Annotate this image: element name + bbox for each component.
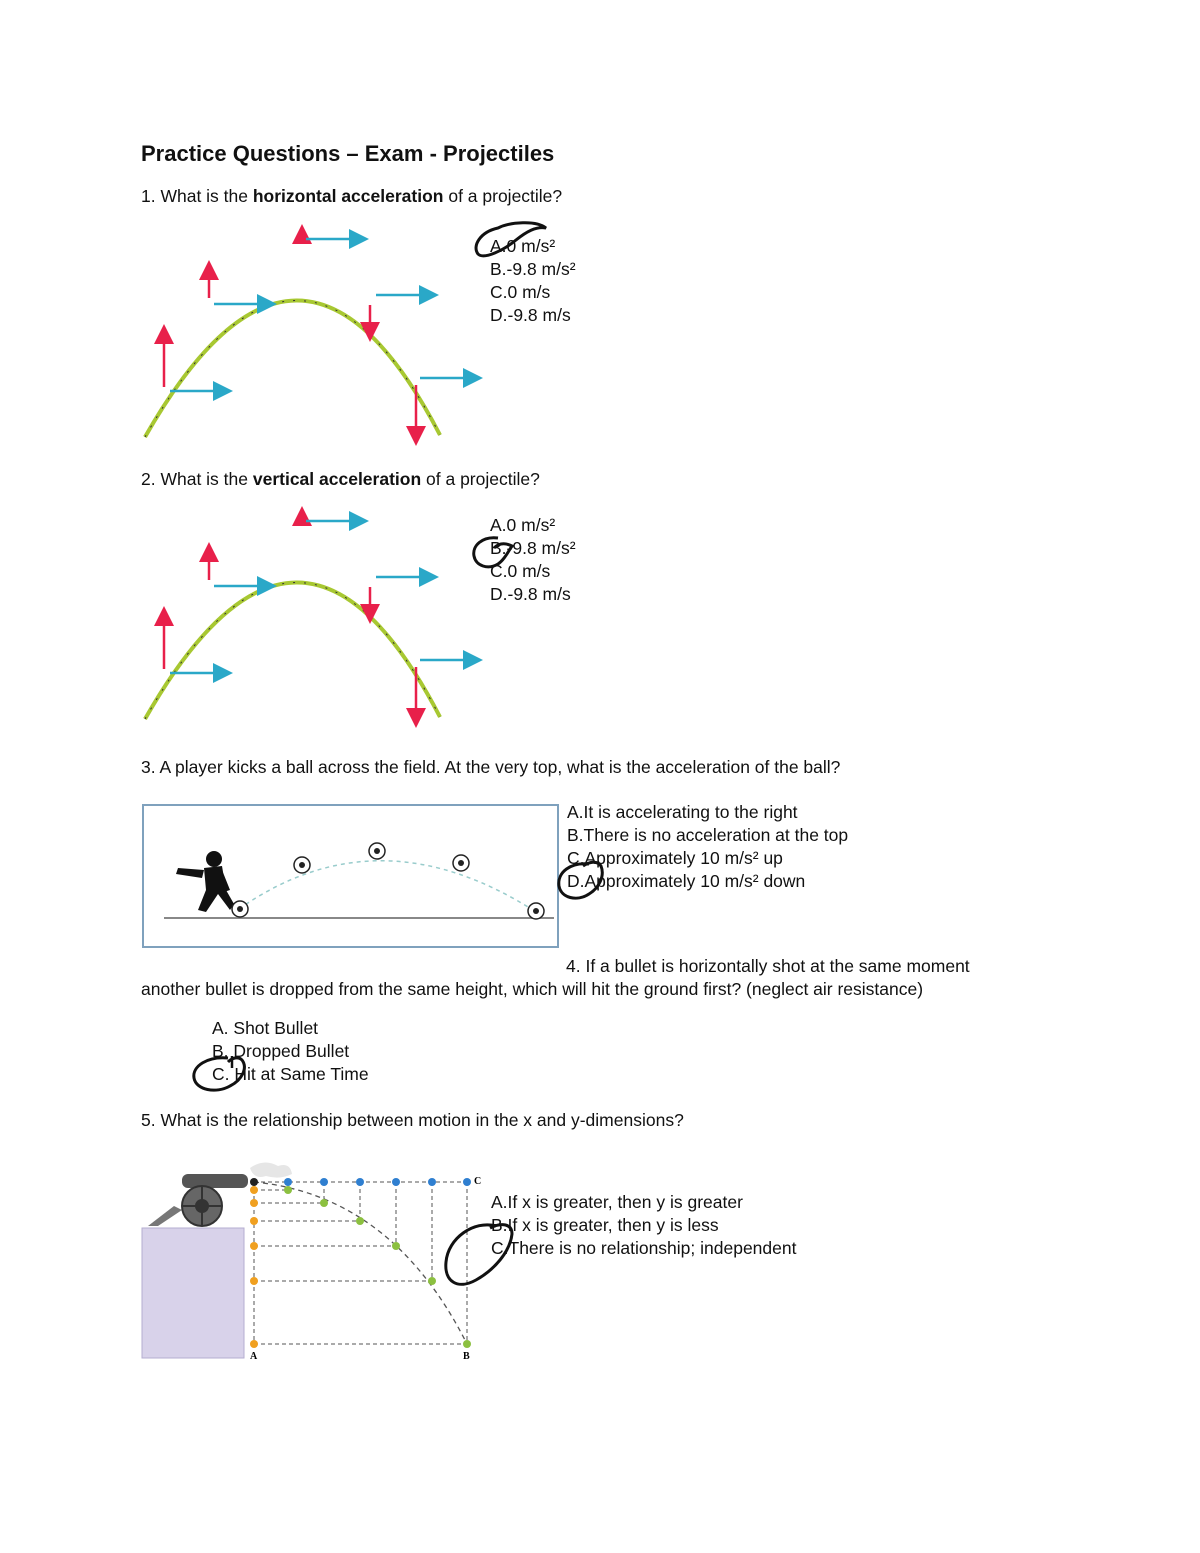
question-2-bold: vertical acceleration: [252, 469, 422, 489]
option-d[interactable]: D.-9.8 m/s: [490, 584, 571, 604]
handwritten-circle-answer-5: [440, 1218, 520, 1293]
cannon-icon: [148, 1174, 248, 1226]
cliff: [142, 1228, 244, 1358]
question-2: [141, 469, 540, 490]
option-a[interactable]: A.If x is greater, then y is greater: [491, 1192, 743, 1212]
ball-path: [239, 861, 536, 912]
option-c[interactable]: C.0 m/s: [490, 561, 551, 581]
question-1-prefix: 1. What is the: [141, 186, 253, 206]
smoke-puff: [250, 1162, 292, 1177]
option-b[interactable]: B.If x is greater, then y is less: [491, 1215, 719, 1235]
point-label-a: A: [250, 1351, 258, 1362]
question-5-options: [491, 1191, 796, 1260]
handwritten-circle-answer-3: [553, 858, 613, 908]
option-c[interactable]: C. Hit at Same Time: [212, 1064, 369, 1084]
question-5: 5. What is the relationship between motion in the x and y-dimensions?: [141, 1110, 684, 1130]
soccer-ball: [369, 843, 385, 859]
option-a[interactable]: A.0 m/s²: [490, 515, 556, 535]
soccer-kick-illustration: [144, 806, 557, 946]
trajectory-curve: [145, 300, 440, 437]
option-b[interactable]: B.-9.8 m/s²: [490, 538, 576, 558]
question-1-bold: horizontal acceleration: [252, 186, 444, 206]
projectile-diagram-2: [140, 507, 500, 727]
question-4-line-2: another bullet is dropped from the same height, which will hit the ground first? (neglect air resistance): [141, 979, 924, 999]
point-label-c: C: [474, 1176, 482, 1187]
player-silhouette: [176, 851, 234, 912]
option-a[interactable]: A. Shot Bullet: [212, 1018, 319, 1038]
question-1: [141, 186, 562, 207]
option-c[interactable]: C.There is no relationship; independent: [491, 1238, 797, 1258]
projectile-diagram-1: [140, 225, 500, 445]
option-a[interactable]: A.0 m/s²: [490, 236, 556, 256]
soccer-ball: [453, 855, 469, 871]
option-b[interactable]: B. Dropped Bullet: [212, 1041, 350, 1061]
handwritten-circle-answer-4: [188, 1052, 258, 1097]
question-3: 3. A player kicks a ball across the field. At the very top, what is the acceleration of the ball?: [141, 757, 841, 777]
soccer-kick-figure: [142, 804, 559, 948]
option-a[interactable]: A.It is accelerating to the right: [567, 802, 798, 822]
question-2-suffix: of a projectile?: [421, 469, 540, 489]
soccer-ball: [294, 857, 310, 873]
soccer-ball: [528, 903, 544, 919]
option-c[interactable]: C.0 m/s: [490, 282, 551, 302]
handwritten-circle-answer-2: [468, 534, 528, 574]
option-d[interactable]: D.Approximately 10 m/s² down: [567, 871, 806, 891]
question-2-prefix: 2. What is the: [141, 469, 253, 489]
trajectory-curve: [145, 582, 440, 719]
point-label-b: B: [463, 1351, 470, 1362]
option-b[interactable]: B.-9.8 m/s²: [490, 259, 576, 279]
option-c[interactable]: C.Approximately 10 m/s² up: [567, 848, 783, 868]
option-b[interactable]: B.There is no acceleration at the top: [567, 825, 849, 845]
option-d[interactable]: D.-9.8 m/s: [490, 305, 571, 325]
soccer-ball: [232, 901, 248, 917]
launch-point: [250, 1178, 258, 1186]
page-title: Practice Questions – Exam - Projectiles: [141, 141, 555, 166]
question-4-line-1: 4. If a bullet is horizontally shot at the same moment: [566, 956, 970, 976]
question-1-suffix: of a projectile?: [443, 186, 563, 206]
handwritten-circle-answer-1: [470, 218, 570, 263]
